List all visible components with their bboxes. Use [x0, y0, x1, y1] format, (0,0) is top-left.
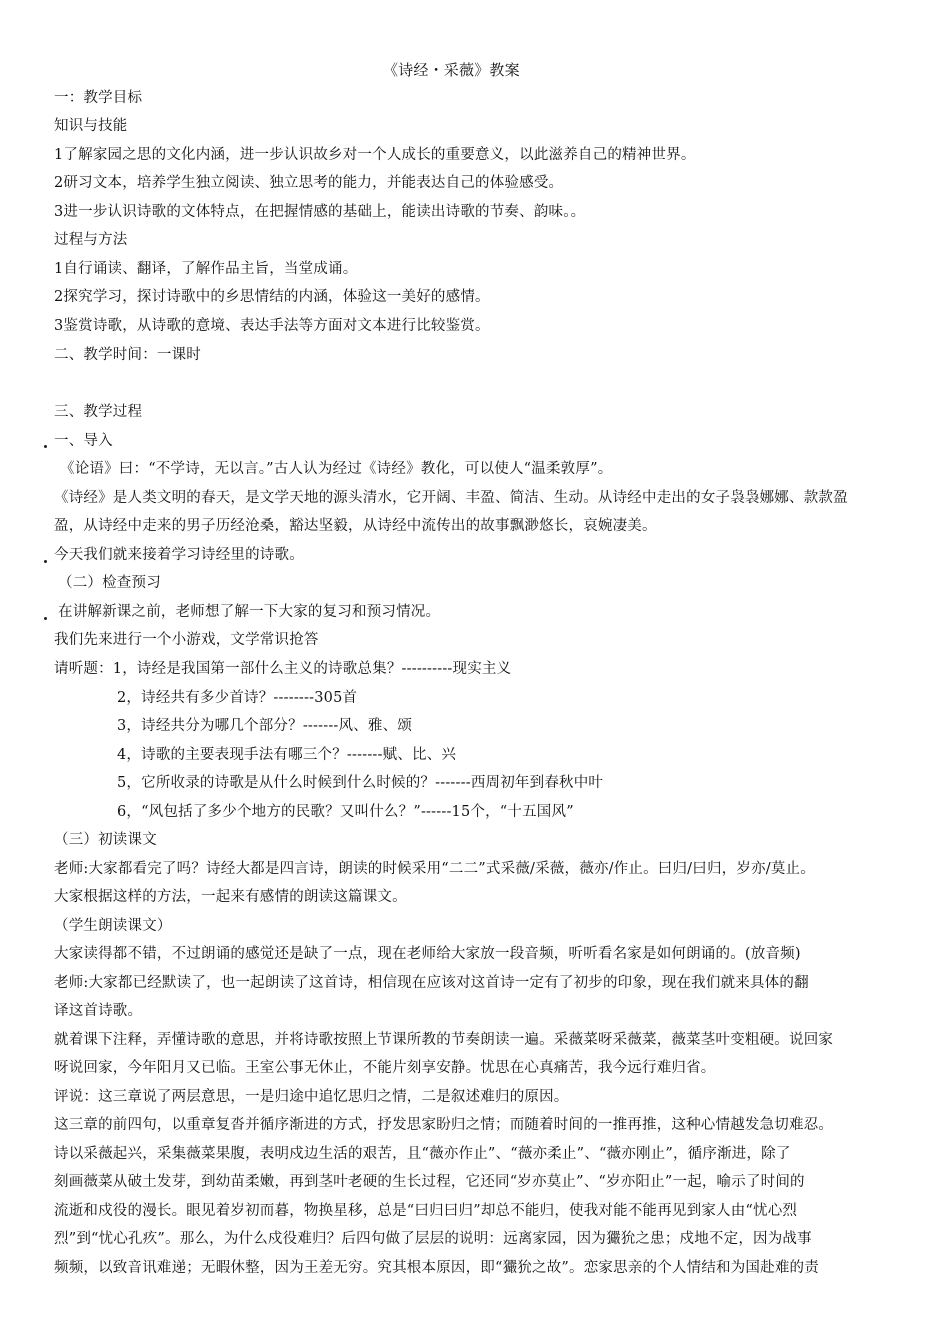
read-line-6: 译这首诗歌。: [54, 1003, 143, 1019]
read-line-15: 频频，以致音讯难递；无暇休整，因为王差无穷。究其根本原因，即“玁狁之故”。恋家思亲的个人情结和为国赴难的责: [54, 1260, 819, 1276]
knowledge-item-3: 3进一步认识诗歌的文体特点，在把握情感的基础上，能读出诗歌的节奏、韵味。。: [54, 204, 586, 220]
bullet-dot: [44, 560, 47, 563]
quiz-line-3: 3，诗经共分为哪几个部分？-------风、雅、颂: [117, 718, 413, 734]
read-line-1: 老师:大家都看完了吗？诗经大都是四言诗，朗读的时候采用“二二”式采薇/采薇，薇亦/作止。曰归/曰归，岁亦/莫止。: [54, 861, 815, 877]
section-heading-process: 三、教学过程: [54, 404, 143, 420]
intro-heading: 一、导入: [54, 433, 113, 449]
subheading-process: 过程与方法: [54, 232, 128, 248]
check-heading: （二）检查预习: [58, 575, 161, 591]
read-line-11: 诗以采薇起兴，采集薇菜果腹，表明戍边生活的艰苦，且“薇亦作止”、“薇亦柔止”、“薇亦刚止”，循序渐进，除了: [54, 1146, 791, 1162]
page-title: 《诗经・采薇》教案: [383, 61, 520, 79]
quiz-line-2: 2，诗经共有多少首诗？--------305首: [117, 690, 358, 706]
process-item-3: 3鉴赏诗歌，从诗歌的意境、表达手法等方面对文本进行比较鉴赏。: [54, 318, 490, 334]
read-line-14: 烈”到“忧心孔疚”。那么，为什么戍役难归？后四句做了层层的说明：远离家园，因为玁狁之患；戍地不定，因为战事: [54, 1231, 812, 1247]
read-line-3: （学生朗读课文）: [54, 918, 172, 934]
section-heading-time: 二、教学时间：一课时: [54, 347, 201, 363]
intro-line-4: 今天我们就来接着学习诗经里的诗歌。: [54, 547, 304, 563]
bullet-dot: [44, 445, 47, 448]
read-line-12: 刻画薇菜从破土发芽，到幼苗柔嫩，再到茎叶老硬的生长过程，它还同“岁亦莫止”、“岁亦阳止”一起，喻示了时间的: [54, 1174, 805, 1190]
read-line-9: 评说：这三章说了两层意思，一是归途中追忆思归之情，二是叙述难归的原因。: [54, 1089, 569, 1105]
read-line-8: 呀说回家，今年阳月又已临。王室公事无休止，不能片刻享安静。忧思在心真痛苦，我今远行难归省。: [54, 1060, 716, 1076]
read-line-13: 流逝和戍役的漫长。眼见着岁初而暮，物换星移，总是“曰归曰归”却总不能归，使我对能不能再见到家人由“忧心烈: [54, 1203, 798, 1219]
check-line-1: 在讲解新课之前，老师想了解一下大家的复习和预习情况。: [58, 604, 441, 620]
check-line-2: 我们先来进行一个小游戏，文学常识抢答: [54, 632, 319, 648]
subheading-knowledge: 知识与技能: [54, 118, 128, 134]
quiz-line-5: 5，它所收录的诗歌是从什么时候到什么时候的？-------西周初年到春秋中叶: [117, 775, 604, 791]
quiz-line-1: 请听题：1，诗经是我国第一部什么主义的诗歌总集？----------现实主义: [54, 661, 512, 677]
process-item-1: 1自行诵读、翻译，了解作品主旨，当堂成诵。: [54, 261, 358, 277]
read-line-2: 大家根据这样的方法，一起来有感情的朗读这篇课文。: [54, 889, 407, 905]
knowledge-item-1: 1了解家园之思的文化内涵，进一步认识故乡对一个人成长的重要意义，以此滋养自己的精神世界。: [54, 147, 696, 163]
read-line-7: 就着课下注释，弄懂诗歌的意思，并将诗歌按照上节课所教的节奏朗读一遍。采薇菜呀采薇菜，薇菜茎叶变粗硬。说回家: [54, 1032, 834, 1048]
knowledge-item-2: 2研习文本，培养学生独立阅读、独立思考的能力，并能表达自己的体验感受。: [54, 175, 564, 191]
section-heading-objectives: 一：教学目标: [54, 90, 143, 106]
quiz-line-4: 4，诗歌的主要表现手法有哪三个？-------赋、比、兴: [117, 747, 457, 763]
read-line-5: 老师:大家都已经默读了，也一起朗读了这首诗，相信现在应该对这首诗一定有了初步的印象，现在我们就来具体的翻: [54, 975, 809, 991]
quiz-line-6: 6，“风包括了多少个地方的民歌？又叫什么？”------15个，“十五国风”: [117, 804, 574, 820]
read-line-10: 这三章的前四句，以重章复沓并循序渐进的方式，抒发思家盼归之情；而随着时间的一推再推，这种心情越发急切难忍。: [54, 1117, 834, 1133]
process-item-2: 2探究学习，探讨诗歌中的乡思情结的内涵，体验这一美好的感情。: [54, 289, 490, 305]
bullet-dot: [44, 617, 47, 620]
read-heading: （三）初读课文: [54, 832, 157, 848]
intro-line-2: 《诗经》是人类文明的春天，是文学天地的源头清水，它开阔、丰盈、简洁、生动。从诗经中走出的女子袅袅娜娜、款款盈: [54, 490, 848, 506]
intro-line-1: 《论语》曰：“不学诗，无以言。”古人认为经过《诗经》教化，可以使人“温柔敦厚”。: [60, 461, 613, 477]
read-line-4: 大家读得都不错，不过朗诵的感觉还是缺了一点，现在老师给大家放一段音频，听听看名家是如何朗诵的。(放音频): [54, 946, 801, 962]
intro-line-3: 盈，从诗经中走来的男子历经沧桑，豁达坚毅，从诗经中流传出的故事飘渺悠长，哀婉凄美。: [54, 518, 657, 534]
